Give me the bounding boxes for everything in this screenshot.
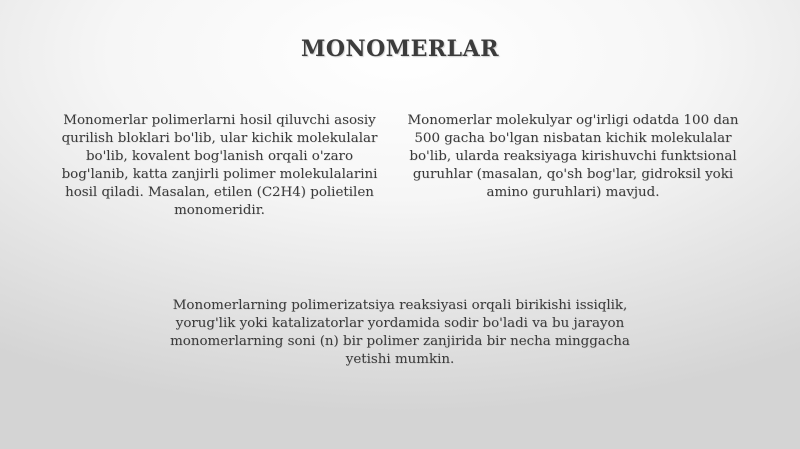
right-paragraph: Monomerlar molekulyar og'irligi odatda 100 dan 500 gacha bo'lgan nisbatan kichik molekulalar bo'lib, ularda reaksiyaga kirishuvchi funktsional guruhlar (masalan, qo'sh bog'lar, gidroksil yoki amino guruhlari) mavjud. xyxy=(407,113,739,200)
bottom-paragraph: Monomerlarning polimerizatsiya reaksiyasi orqali birikishi issiqlik, yorug'lik yoki katalizatorlar yordamida sodir bo'ladi va bu jarayon monomerlarning soni (n) bir polimer zanjirida bir necha minggacha yetishi mumkin. xyxy=(170,298,630,367)
left-paragraph: Monomerlar polimerlarni hosil qiluvchi asosiy qurilish bloklari bo'lib, ular kichik molekulalar bo'lib, kovalent bog'lanish orqali o'zaro bog'lanib, katta zanjirli polimer molekulalarini hosil qiladi. Masalan, etilen (C2H4) polietilen monomeridir. xyxy=(61,113,378,218)
slide-title: MONOMERLAR xyxy=(300,36,499,62)
